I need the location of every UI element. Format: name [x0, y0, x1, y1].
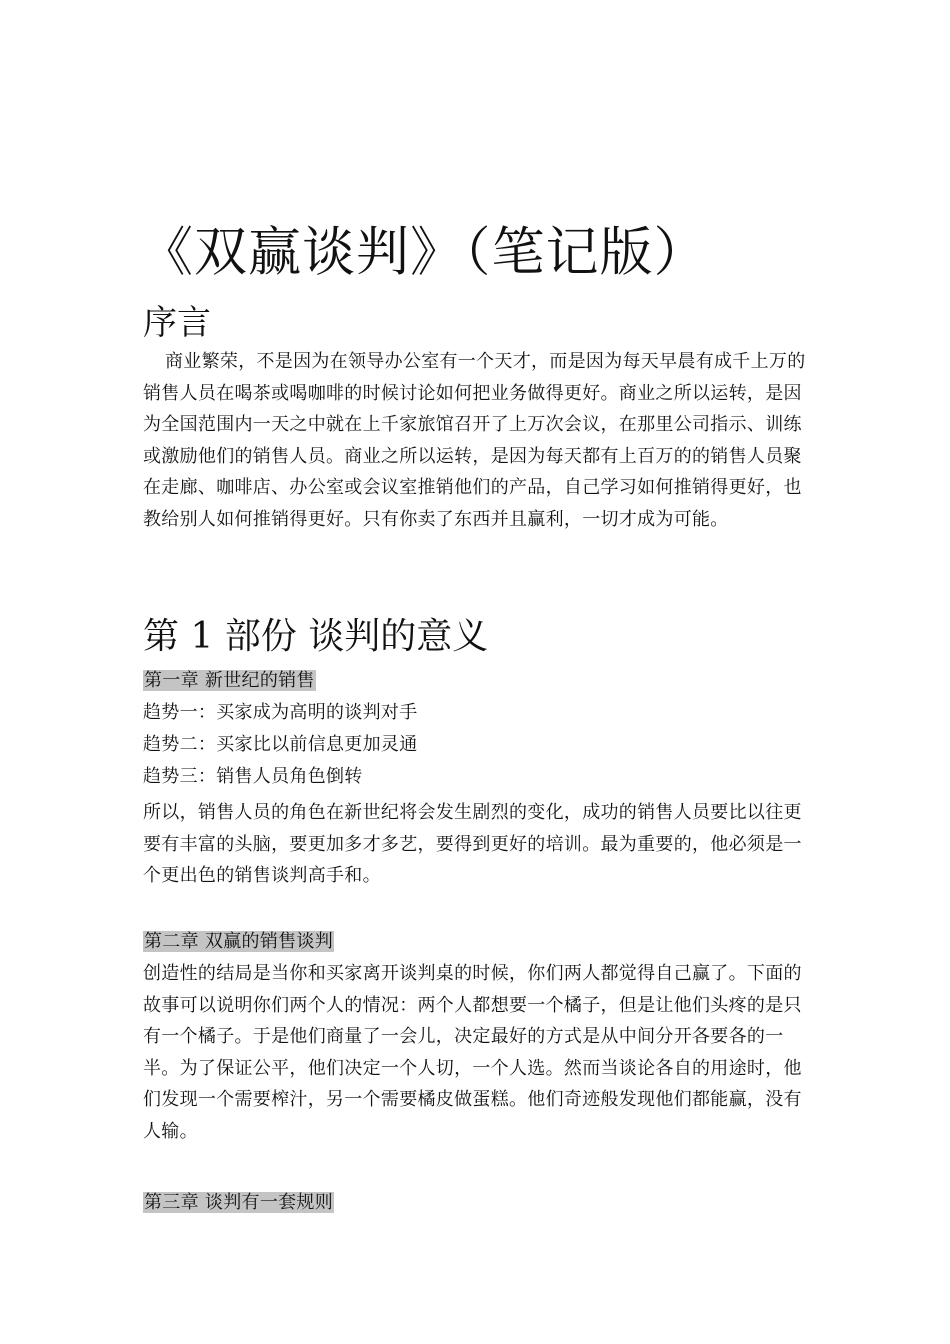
- chapter-2-paragraph: 创造性的结局是当你和买家离开谈判桌的时候，你们两人都觉得自己赢了。下面的故事可以说明你们两个人的情况：两个人都想要一个橘子，但是让他们头疼的是只有一个橘子。于是他们商量了一会儿，决定最好的方式是从中间分开各要各的一半。为了保证公平，他们决定一个人切，一个人选。然而当谈论各自的用途时，他们发现一个需要榨汁，另一个需要橘皮做蛋糕。他们奇迹般发现他们都能赢，没有人输。: [143, 963, 802, 1142]
- trend-item-3: 趋势三：销售人员角色倒转: [143, 766, 363, 787]
- chapter-1-paragraph: 所以，销售人员的角色在新世纪将会发生剧烈的变化，成功的销售人员要比以往更要有丰富的头脑，要更加多才多艺，要得到更好的培训。最为重要的，他必须是一个更出色的销售谈判高手和。: [143, 802, 802, 886]
- preface-paragraph: 商业繁荣，不是因为在领导办公室有一个天才，而是因为每天早晨有成千上万的销售人员在喝茶或喝咖啡的时候讨论如何把业务做得更好。商业之所以运转，是因为全国范围内一天之中就在上千家旅馆召开了上万次会议，在那里公司指示、训练或激励他们的销售人员。商业之所以运转，是因为每天都有上百万的的销售人员聚在走廊、咖啡店、办公室或会议室推销他们的产品，自己学习如何推销得更好，也教给别人如何推销得更好。只有你卖了东西并且赢利，一切才成为可能。: [143, 351, 806, 530]
- chapter-2-heading: [143, 929, 334, 955]
- chapter-3-label: 第三章 谈判有一套规则: [144, 1192, 334, 1213]
- part-1-heading: 第 1 部份 谈判的意义: [143, 616, 489, 657]
- chapter-2-label: 第二章 双赢的销售谈判: [144, 931, 334, 952]
- trend-item-1: 趋势一：买家成为高明的谈判对手: [143, 702, 418, 723]
- chapter-1-label: 第一章 新世纪的销售: [144, 670, 315, 691]
- chapter-3-heading: [143, 1190, 334, 1216]
- preface-heading: 序言: [143, 303, 211, 343]
- document-title: 《双赢谈判》（笔记版）: [140, 222, 708, 283]
- chapter-1-heading: [143, 668, 316, 694]
- trend-item-2: 趋势二：买家比以前信息更加灵通: [143, 734, 418, 755]
